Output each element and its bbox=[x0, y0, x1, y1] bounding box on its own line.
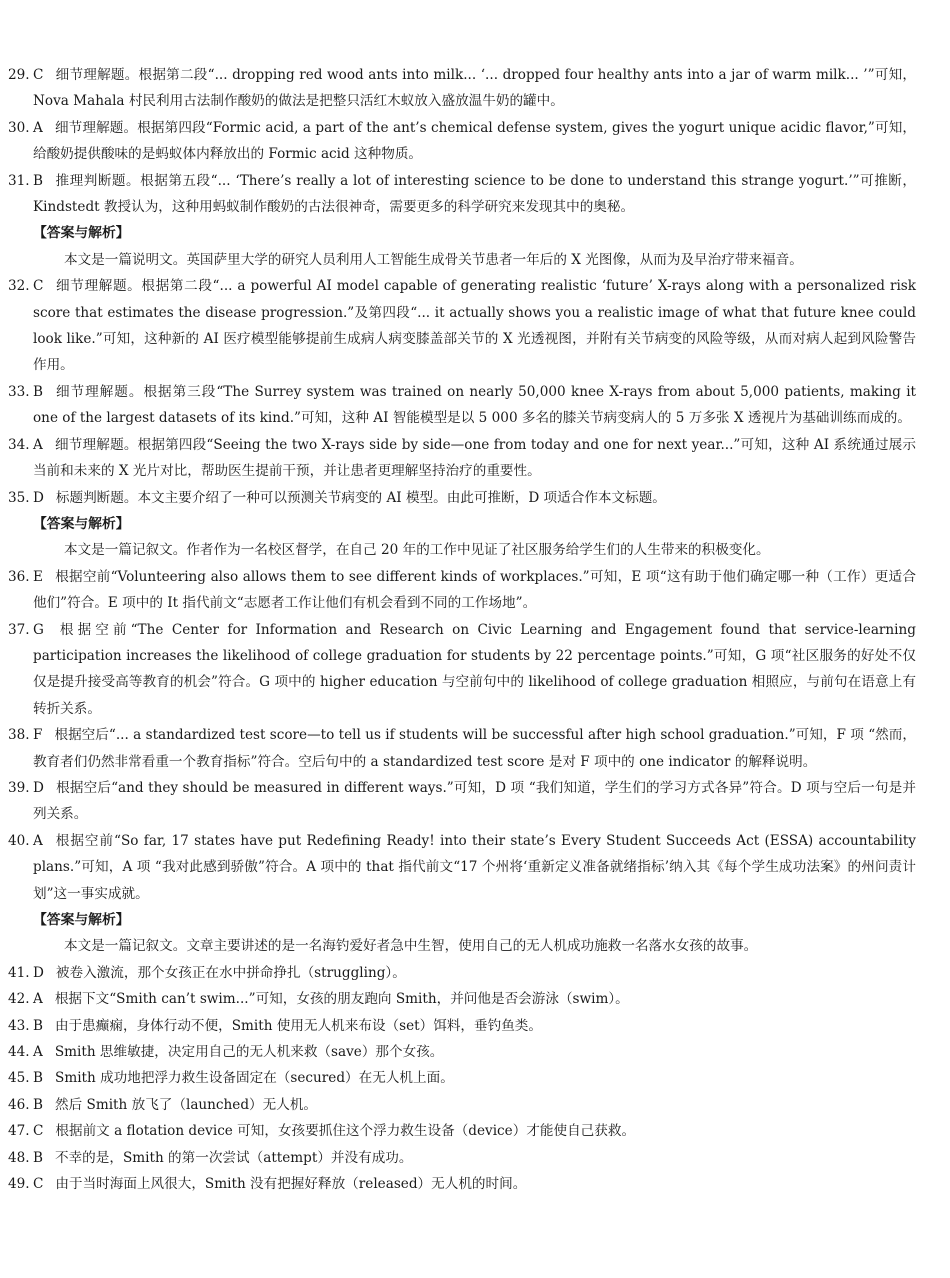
answer-entry bbox=[8, 564, 916, 617]
answer-letter: A bbox=[33, 991, 43, 1008]
answer-letter: C bbox=[33, 278, 44, 295]
answer-entry bbox=[8, 960, 916, 986]
explanation-text: 由于患癫痫，身体行动不便，Smith 使用无人机来布设（set）饵料，垂钓鱼类。 bbox=[55, 1017, 542, 1034]
answer-entry bbox=[8, 1039, 916, 1065]
section-heading: 【答案与解析】 bbox=[33, 912, 130, 928]
explanation-text: 细节理解题。根据第二段“... a powerful AI model capable of generating realistic ‘future’ X-rays along with a personalized risk score that estimates the disease progression.”及第四段“... it actually shows you a realistic image of what that future knee could look like.”可知，这种新的 AI 医疗模型能够提前生成病人病变膝盖部关节的 X 光透视图，并附有关节病变的风险等级，从而对病人起到风险警告作用。 bbox=[33, 278, 916, 374]
entry-body bbox=[33, 120, 916, 162]
question-number: 39. bbox=[8, 779, 30, 796]
explanation-text: 根据空前“Volunteering also allows them to see different kinds of workplaces.”可知，E 项“这有助于他们确定哪一种（工作）更适合他们”符合。E 项中的 It 指代前文“志愿者工作让他们有机会看到不同的工作场地”。 bbox=[33, 568, 916, 612]
entry-body bbox=[33, 67, 916, 109]
section-heading: 【答案与解析】 bbox=[33, 515, 130, 532]
answer-entry bbox=[8, 1118, 916, 1144]
question-number: 45. bbox=[8, 1070, 30, 1087]
question-number: 33. bbox=[8, 383, 30, 400]
answer-entry bbox=[8, 1065, 916, 1091]
answer-entry bbox=[8, 379, 916, 432]
explanation-text: 被卷入激流，那个女孩正在水中拼命挣扎（struggling）。 bbox=[55, 964, 406, 981]
answer-entry bbox=[8, 1013, 916, 1039]
entry-body bbox=[33, 384, 916, 426]
explanation-text: 由于当时海面上风很大，Smith 没有把握好释放（released）无人机的时间。 bbox=[55, 1176, 527, 1193]
entry-body bbox=[33, 1044, 443, 1060]
answer-entry bbox=[8, 168, 916, 221]
answer-letter: C bbox=[33, 67, 44, 83]
question-number: 47. bbox=[8, 1123, 30, 1140]
entry-body bbox=[33, 173, 916, 215]
answer-letter: D bbox=[33, 779, 44, 796]
explanation-text: 细节理解题。根据第四段“Formic acid, a part of the ant’s chemical defense system, gives the yogurt unique acidic flavor,”可知，给酸奶提供酸味的是蚂蚁体内释放出的 Formic acid 这种物质。 bbox=[33, 119, 916, 163]
entry-body bbox=[33, 278, 916, 373]
question-number: 38. bbox=[8, 727, 30, 744]
question-number: 42. bbox=[8, 991, 30, 1008]
passage-summary: 本文是一篇记叙文。作者作为一名校区督学，在自己 20 年的工作中见证了社区服务给学生们的人生带来的积极变化。 bbox=[64, 542, 770, 559]
question-number: 29. bbox=[8, 67, 30, 83]
explanation-text: 然后 Smith 放飞了（launched）无人机。 bbox=[55, 1096, 318, 1113]
answer-letter: G bbox=[33, 621, 44, 638]
answer-entry bbox=[8, 617, 916, 723]
explanation-text: 根据下文“Smith can’t swim...”可知，女孩的朋友跑向 Smith，并问他是否会游泳（swim）。 bbox=[54, 991, 629, 1008]
answer-entry bbox=[8, 1145, 916, 1171]
question-number: 43. bbox=[8, 1017, 30, 1034]
entry-body bbox=[33, 727, 916, 769]
answer-letter: A bbox=[33, 832, 43, 849]
question-number: 36. bbox=[8, 568, 30, 585]
explanation-text: 不幸的是，Smith 的第一次尝试（attempt）并没有成功。 bbox=[55, 1149, 413, 1166]
entry-body bbox=[33, 622, 916, 717]
answer-letter: A bbox=[33, 1044, 43, 1061]
passage-summary: 本文是一篇记叙文。文章主要讲述的是一名海钓爱好者急中生智，使用自己的无人机成功施救一名落水女孩的故事。 bbox=[64, 938, 758, 955]
passage-summary: 本文是一篇说明文。英国萨里大学的研究人员利用人工智能生成骨关节患者一年后的 X 光图像，从而为及早治疗带来福音。 bbox=[64, 251, 803, 268]
question-number: 41. bbox=[8, 964, 30, 981]
answer-letter: C bbox=[33, 1123, 44, 1140]
explanation-text: 根据前文 a flotation device 可知，女孩要抓住这个浮力救生设备（device）才能使自己获救。 bbox=[55, 1123, 636, 1140]
entry-body bbox=[33, 991, 629, 1007]
explanation-text: 根据空后“and they should be measured in different ways.”可知，D 项 “我们知道，学生们的学习方式各异”符合。D 项与空后一句是并列关系。 bbox=[33, 779, 916, 823]
answer-letter: B bbox=[33, 1096, 43, 1113]
entry-body bbox=[33, 1070, 454, 1086]
entry-body bbox=[33, 1150, 413, 1166]
entry-body bbox=[33, 1176, 526, 1192]
question-number: 49. bbox=[8, 1176, 30, 1193]
answer-letter: A bbox=[33, 119, 43, 136]
answer-entry bbox=[8, 115, 916, 168]
answer-entry bbox=[8, 722, 916, 775]
answer-entry bbox=[8, 775, 916, 828]
entry-body bbox=[33, 833, 916, 902]
answer-letter: D bbox=[33, 964, 44, 981]
entry-body bbox=[33, 490, 666, 506]
explanation-text: 标题判断题。本文主要介绍了一种可以预测关节病变的 AI 模型。由此可推断，D 项适合作本文标题。 bbox=[55, 489, 666, 506]
section-heading: 【答案与解析】 bbox=[33, 225, 130, 242]
explanation-text: 根据空后“... a standardized test score—to tell us if students will be successful after high school graduation.”可知，F 项 “然而，教育者们仍然非常看重一个教育指标”符合。空后句中的 a standardized test score 是对 F 项中的 one indicator 的解释说明。 bbox=[33, 727, 916, 770]
question-number: 32. bbox=[8, 278, 30, 295]
question-number: 31. bbox=[8, 172, 30, 189]
question-number: 34. bbox=[8, 436, 30, 453]
question-number: 46. bbox=[8, 1096, 30, 1113]
answer-letter: E bbox=[33, 568, 43, 585]
answer-entry bbox=[8, 828, 916, 907]
explanation-text: 细节理解题。根据第二段“... dropping red wood ants into milk... ‘... dropped four healthy ants into a jar of warm milk... ’”可知，Nova Mahala 村民利用古法制作酸奶的做法是把整只活红木蚁放入盛放温牛奶的罐中。 bbox=[33, 67, 916, 110]
question-number: 35. bbox=[8, 489, 30, 506]
answer-letter: F bbox=[33, 727, 43, 744]
answer-entry bbox=[8, 485, 916, 511]
answer-letter: D bbox=[33, 489, 44, 506]
answer-entry bbox=[8, 273, 916, 379]
explanation-text: 根据空前“So far, 17 states have put Redefining Ready! into their state’s Every Student Succeeds Act (ESSA) accountability plans.”可知，A 项 “我对此感到骄傲”符合。A 项中的 that 指代前文“17 个州将‘重新定义准备就绪指标’纳入其《每个学生成功法案》的州问责计划”这一事实成就。 bbox=[33, 832, 916, 902]
question-number: 44. bbox=[8, 1044, 30, 1061]
explanation-text: Smith 思维敏捷，决定用自己的无人机来救（save）那个女孩。 bbox=[54, 1044, 444, 1061]
answer-entry bbox=[8, 1171, 916, 1197]
answer-entry bbox=[8, 432, 916, 485]
entry-body bbox=[33, 965, 406, 981]
explanation-text: 根据空前“The Center for Information and Research on Civic Learning and Engagement found that service-learning participation increases the likelihood of college graduation for students by 22 percentage points.”可知，G 项“社区服务的好处不仅仅是提升接受高等教育的机会”符合。G 项中的 higher education 与空前句中的 likelihood of college graduation 相照应，与前句在语意上有转折关系。 bbox=[33, 621, 916, 717]
entry-body bbox=[33, 1018, 542, 1034]
question-number: 37. bbox=[8, 621, 30, 638]
answer-letter: B bbox=[33, 383, 43, 400]
explanation-text: 细节理解题。根据第四段“Seeing the two X-rays side by side—one from today and one for next year...”可知，这种 AI 系统通过展示当前和未来的 X 光片对比，帮助医生提前干预，并让患者更理解坚持治疗的重要性。 bbox=[33, 436, 916, 480]
question-number: 30. bbox=[8, 119, 30, 136]
answer-letter: B bbox=[33, 1149, 43, 1166]
answer-entry bbox=[8, 62, 916, 115]
entry-body bbox=[33, 1123, 635, 1139]
explanation-text: Smith 成功地把浮力救生设备固定在（secured）在无人机上面。 bbox=[55, 1070, 454, 1087]
entry-body bbox=[33, 780, 916, 822]
explanation-text: 推理判断题。根据第五段“... ‘There’s really a lot of interesting science to be done to understand this strange yogurt.’”可推断，Kindstedt 教授认为，这种用蚂蚁制作酸奶的古法很神奇，需要更多的科学研究来发现其中的奥秘。 bbox=[33, 172, 916, 216]
answer-letter: A bbox=[33, 436, 43, 453]
entry-body bbox=[33, 1097, 317, 1113]
entry-body bbox=[33, 437, 916, 479]
answer-letter: C bbox=[33, 1176, 44, 1193]
entry-body bbox=[33, 569, 916, 611]
question-number: 40. bbox=[8, 832, 30, 849]
answer-letter: B bbox=[33, 1017, 43, 1034]
answer-letter: B bbox=[33, 172, 43, 189]
explanation-text: 细节理解题。根据第三段“The Surrey system was trained on nearly 50,000 knee X-rays from about 5,000 patients, making it one of the largest datasets of its kind.”可知，这种 AI 智能模型是以 5 000 多名的膝关节病变病人的 5 万多张 X 透视片为基础训练而成的。 bbox=[33, 383, 916, 427]
answer-entry bbox=[8, 986, 916, 1012]
answer-entry bbox=[8, 1092, 916, 1118]
answer-letter: B bbox=[33, 1070, 43, 1087]
question-number: 48. bbox=[8, 1149, 30, 1166]
